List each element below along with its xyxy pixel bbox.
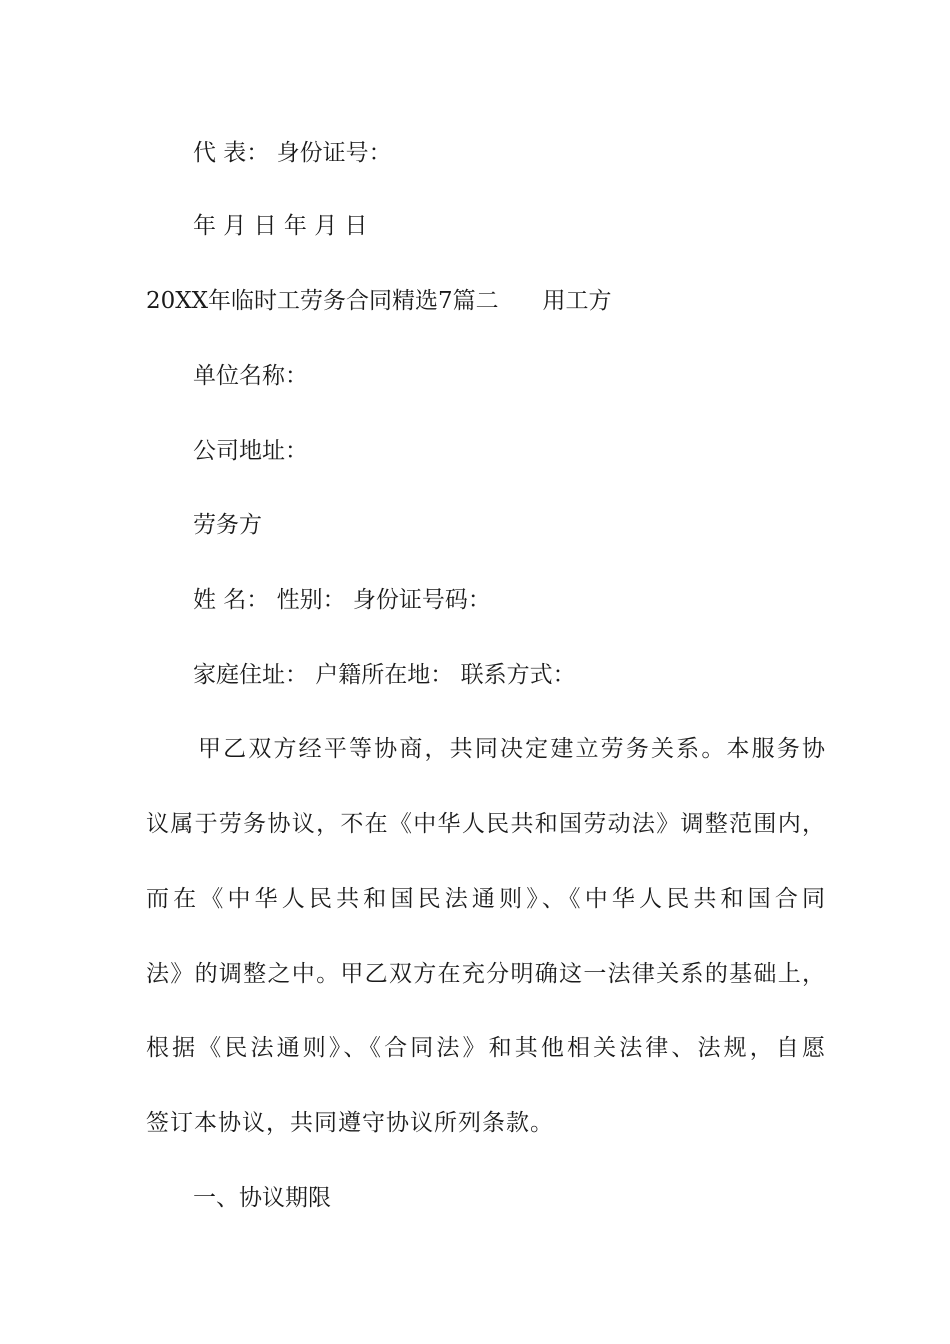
section-heading: 一、协议期限 [193, 1185, 331, 1211]
paragraph-line-1: 甲乙双方经平等协商，共同决定建立劳务关系。本服务协 [198, 736, 826, 762]
labor-party-line: 劳务方 [193, 512, 262, 538]
paragraph-line-3: 而在《中华人民共和国民法通则》、《中华人民共和国合同 [146, 886, 826, 912]
address-contact-line: 家庭住址： 户籍所在地： 联系方式： [193, 662, 576, 688]
date-line: 年 月 日 年 月 日 [193, 213, 368, 239]
name-gender-id-line: 姓 名： 性别： 身份证号码： [193, 587, 491, 613]
representative-line: 代 表： 身份证号： [193, 140, 392, 166]
unit-name-line: 单位名称： [193, 363, 308, 389]
company-address-line: 公司地址： [193, 438, 308, 464]
paragraph-line-4: 法》的调整之中。甲乙双方在充分明确这一法律关系的基础上， [146, 961, 826, 987]
paragraph-line-6: 签订本协议，共同遵守协议所列条款。 [146, 1110, 554, 1136]
contract-title-line: 20XX年临时工劳务合同精选7篇二 用工方 [146, 288, 612, 314]
paragraph-line-2: 议属于劳务协议，不在《中华人民共和国劳动法》调整范围内， [146, 811, 826, 837]
paragraph-line-5: 根据《民法通则》、《合同法》和其他相关法律、法规，自愿 [146, 1035, 826, 1061]
